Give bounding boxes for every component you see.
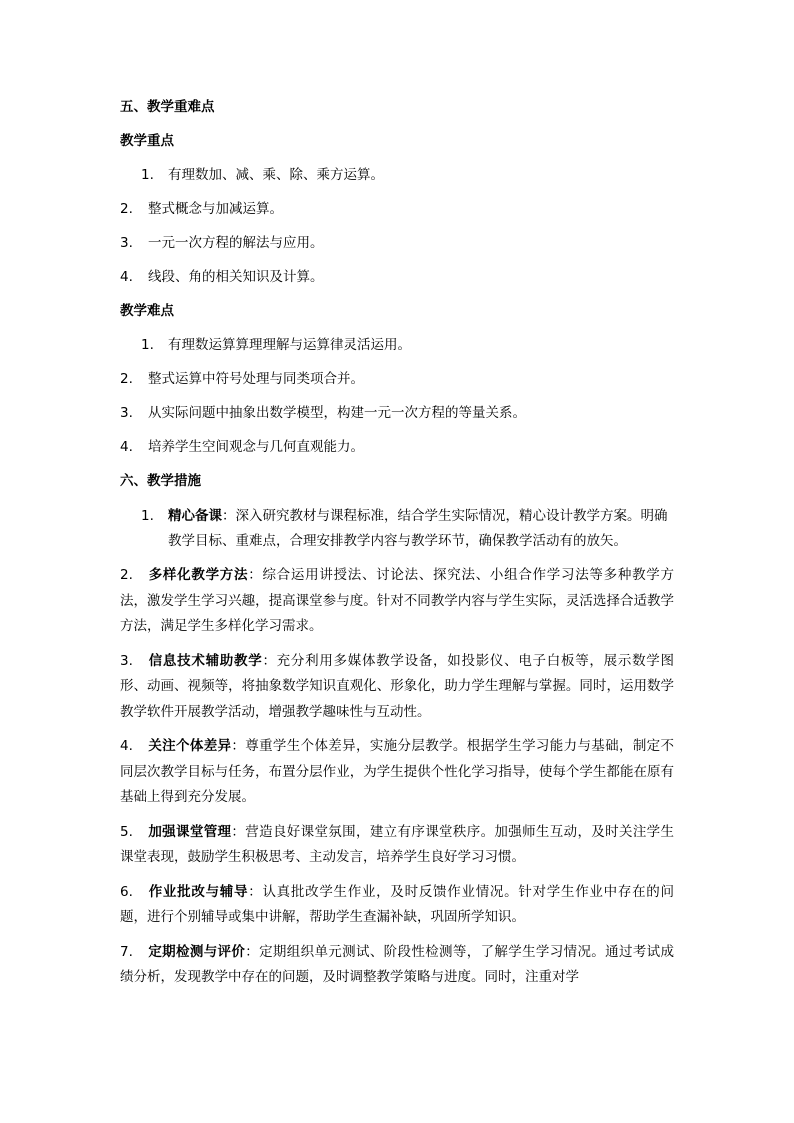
difficulty-item xyxy=(120,402,674,425)
measure-text: ：认真批改学生作业，及时反馈作业情况。针对学生作业中存在的问题，进行个别辅导或集中讲解，帮助学生查漏补缺，巩固所学知识。 xyxy=(120,883,675,925)
list-number: 2. xyxy=(120,567,133,583)
measure-label: 多样化教学方法 xyxy=(148,567,249,583)
teaching-focus-heading: 教学重点 xyxy=(120,133,174,149)
measure-text: ：营造良好课堂氛围，建立有序课堂秩序。加强师生互动，及时关注学生课堂表现，鼓励学生积极思考、主动发言，培养学生良好学习习惯。 xyxy=(120,823,675,865)
measure-text: ：综合运用讲授法、讨论法、探究法、小组合作学习法等多种教学方法，激发学生学习兴趣，提高课堂参与度。针对不同教学内容与学生实际，灵活选择合适教学方法，满足学生多样化学习需求。 xyxy=(120,567,675,634)
list-number: 1. xyxy=(141,337,154,353)
measure-item xyxy=(120,820,674,871)
measure-label: 信息技术辅助教学 xyxy=(148,652,263,669)
difficulty-item xyxy=(120,334,674,357)
document-page xyxy=(120,96,674,1000)
section-5-heading: 五、教学重难点 xyxy=(120,99,215,115)
section-6-heading: 六、教学措施 xyxy=(120,473,201,489)
list-number: 1. xyxy=(141,508,154,524)
list-item-text: 整式运算中符号处理与同类项合并。 xyxy=(148,371,364,387)
focus-item xyxy=(120,164,674,187)
focus-item xyxy=(120,232,674,255)
measure-item xyxy=(120,940,674,991)
measure-text: ：定期组织单元测试、阶段性检测等，了解学生学习情况。通过考试成绩分析，发现教学中存在的问题，及时调整教学策略与进度。同时，注重对学 xyxy=(120,943,675,985)
list-item-text: 一元一次方程的解法与应用。 xyxy=(148,235,324,251)
list-item-text: 整式概念与加减运算。 xyxy=(148,201,283,217)
difficulty-item xyxy=(120,436,674,459)
list-item-text: 从实际问题中抽象出数学模型，构建一元一次方程的等量关系。 xyxy=(148,405,526,421)
list-number: 3. xyxy=(120,405,133,421)
measure-item xyxy=(120,504,674,554)
list-number: 4. xyxy=(120,439,133,455)
list-number: 6. xyxy=(120,883,133,900)
list-item-text: 培养学生空间观念与几何直观能力。 xyxy=(148,439,364,455)
focus-item xyxy=(120,198,674,221)
measure-label: 定期检测与评价 xyxy=(148,943,246,960)
list-item-text: 有理数运算算理理解与运算律灵活运用。 xyxy=(168,337,411,353)
focus-item xyxy=(120,266,674,289)
measure-item xyxy=(120,649,674,726)
list-number: 2. xyxy=(120,371,133,387)
list-number: 5. xyxy=(120,823,133,840)
measure-item xyxy=(120,880,674,931)
list-item-text: 有理数加、减、乘、除、乘方运算。 xyxy=(168,167,384,183)
list-number: 1. xyxy=(141,167,154,183)
measure-text: ：尊重学生个体差异，实施分层教学。根据学生学习能力与基础，制定不同层次教学目标与任务，布置分层作业，为学生提供个性化学习指导，使每个学生都能在原有基础上得到充分发展。 xyxy=(120,738,675,805)
measure-item xyxy=(120,563,674,640)
list-number: 7. xyxy=(120,943,133,960)
list-item-text: 线段、角的相关知识及计算。 xyxy=(148,269,324,285)
difficulty-item xyxy=(120,368,674,391)
measure-label: 加强课堂管理 xyxy=(148,823,232,840)
measure-text: ：深入研究教材与课程标准，结合学生实际情况，精心设计教学方案。明确教学目标、重难点，合理安排教学内容与教学环节，确保教学活动有的放矢。 xyxy=(168,508,668,549)
measure-label: 关注个体差异 xyxy=(148,738,232,754)
measure-item xyxy=(120,734,674,811)
list-number: 4. xyxy=(120,269,133,285)
list-number: 4. xyxy=(120,738,133,754)
teaching-difficulty-heading: 教学难点 xyxy=(120,303,174,319)
list-number: 3. xyxy=(120,652,133,669)
measure-text: ：充分利用多媒体教学设备，如投影仪、电子白板等，展示数学图形、动画、视频等，将抽象数学知识直观化、形象化，助力学生理解与掌握。同时，运用数学教学软件开展教学活动，增强教学趣味性与互动性。 xyxy=(120,652,675,720)
measure-label: 作业批改与辅导 xyxy=(148,883,249,900)
measure-label: 精心备课 xyxy=(168,508,222,524)
list-number: 3. xyxy=(120,235,133,251)
list-number: 2. xyxy=(120,201,133,217)
